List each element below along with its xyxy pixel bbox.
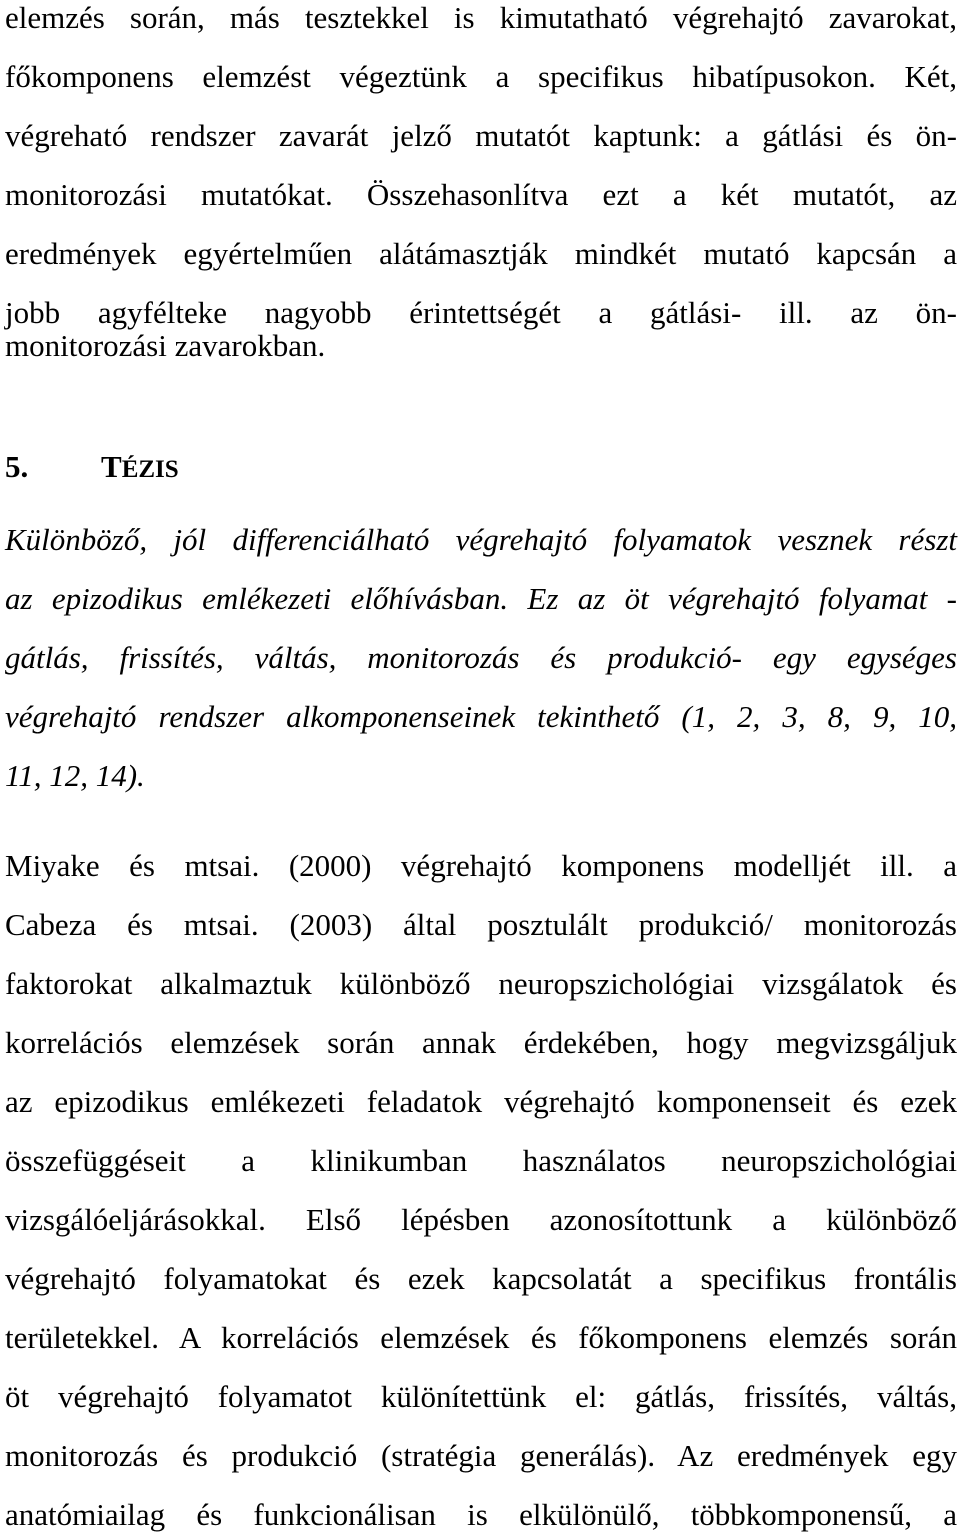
paragraph1-line-5: eredmények egyértelműen alátámasztják mindkét mutató kapcsán a: [5, 236, 957, 271]
paragraph2-line-3: gátlás, frissítés, váltás, monitorozás és produkció- egy egységes: [5, 640, 957, 675]
section-title-zis: ZIS: [138, 456, 179, 483]
paragraph3-line-10: öt végrehajtó folyamatot különítettünk el: gátlás, frissítés, váltás,: [5, 1379, 957, 1414]
paragraph3-line-11: monitorozás és produkció (stratégia generálás). Az eredmények egy: [5, 1438, 957, 1473]
paragraph3-line-6: összefüggéseit a klinikumban használatos neuropszichológiai: [5, 1143, 957, 1178]
paragraph2-line-1: Különböző, jól differenciálható végrehajtó folyamatok vesznek részt: [5, 522, 957, 557]
paragraph1-line-6: jobb agyfélteke nagyobb érintettségét a gátlási- ill. az ön-: [5, 295, 957, 330]
paragraph3-line-9: területekkel. A korrelációs elemzések és főkomponens elemzés során: [5, 1320, 957, 1355]
paragraph2-line-2: az epizodikus emlékezeti előhívásban. Ez az öt végrehajtó folyamat -: [5, 581, 957, 616]
paragraph3-line-1: Miyake és mtsai. (2000) végrehajtó komponens modelljét ill. a: [5, 848, 957, 883]
section-title-e: É: [121, 456, 139, 483]
paragraph3-line-7: vizsgálóeljárásokkal. Első lépésben azonosítottunk a különböző: [5, 1202, 957, 1237]
paragraph3-line-5: az epizodikus emlékezeti feladatok végrehajtó komponenseit és ezek: [5, 1084, 957, 1119]
paragraph1-line-1: elemzés során, más tesztekkel is kimutatható végrehajtó zavarokat,: [5, 0, 957, 35]
paragraph3-line-12: anatómiailag és funkcionálisan is elkülönülő, többkomponensű, a: [5, 1497, 957, 1532]
paragraph1-line-7: monitorozási zavarokban.: [5, 328, 326, 363]
paragraph3-line-3: faktorokat alkalmaztuk különböző neuropszichológiai vizsgálatok és: [5, 966, 957, 1001]
paragraph3-line-4: korrelációs elemzések során annak érdekében, hogy megvizsgáljuk: [5, 1025, 957, 1060]
paragraph3-line-2: Cabeza és mtsai. (2003) által posztulált produkció/ monitorozás: [5, 907, 957, 942]
paragraph3-line-8: végrehajtó folyamatokat és ezek kapcsolatát a specifikus frontális: [5, 1261, 957, 1296]
paragraph1-line-3: végreható rendszer zavarát jelző mutatót kaptunk: a gátlási és ön-: [5, 118, 957, 153]
paragraph1-line-4: monitorozási mutatókat. Összehasonlítva ezt a két mutatót, az: [5, 177, 957, 212]
paragraph2-line-4: végrehajtó rendszer alkomponenseinek tekinthető (1, 2, 3, 8, 9, 10,: [5, 699, 957, 734]
paragraph2-line-5: 11, 12, 14).: [5, 758, 145, 793]
section-title-t: T: [101, 449, 122, 484]
section-heading: [5, 449, 179, 488]
section-number: 5.: [5, 449, 29, 484]
paragraph1-line-2: főkomponens elemzést végeztünk a specifikus hibatípusokon. Két,: [5, 59, 957, 94]
